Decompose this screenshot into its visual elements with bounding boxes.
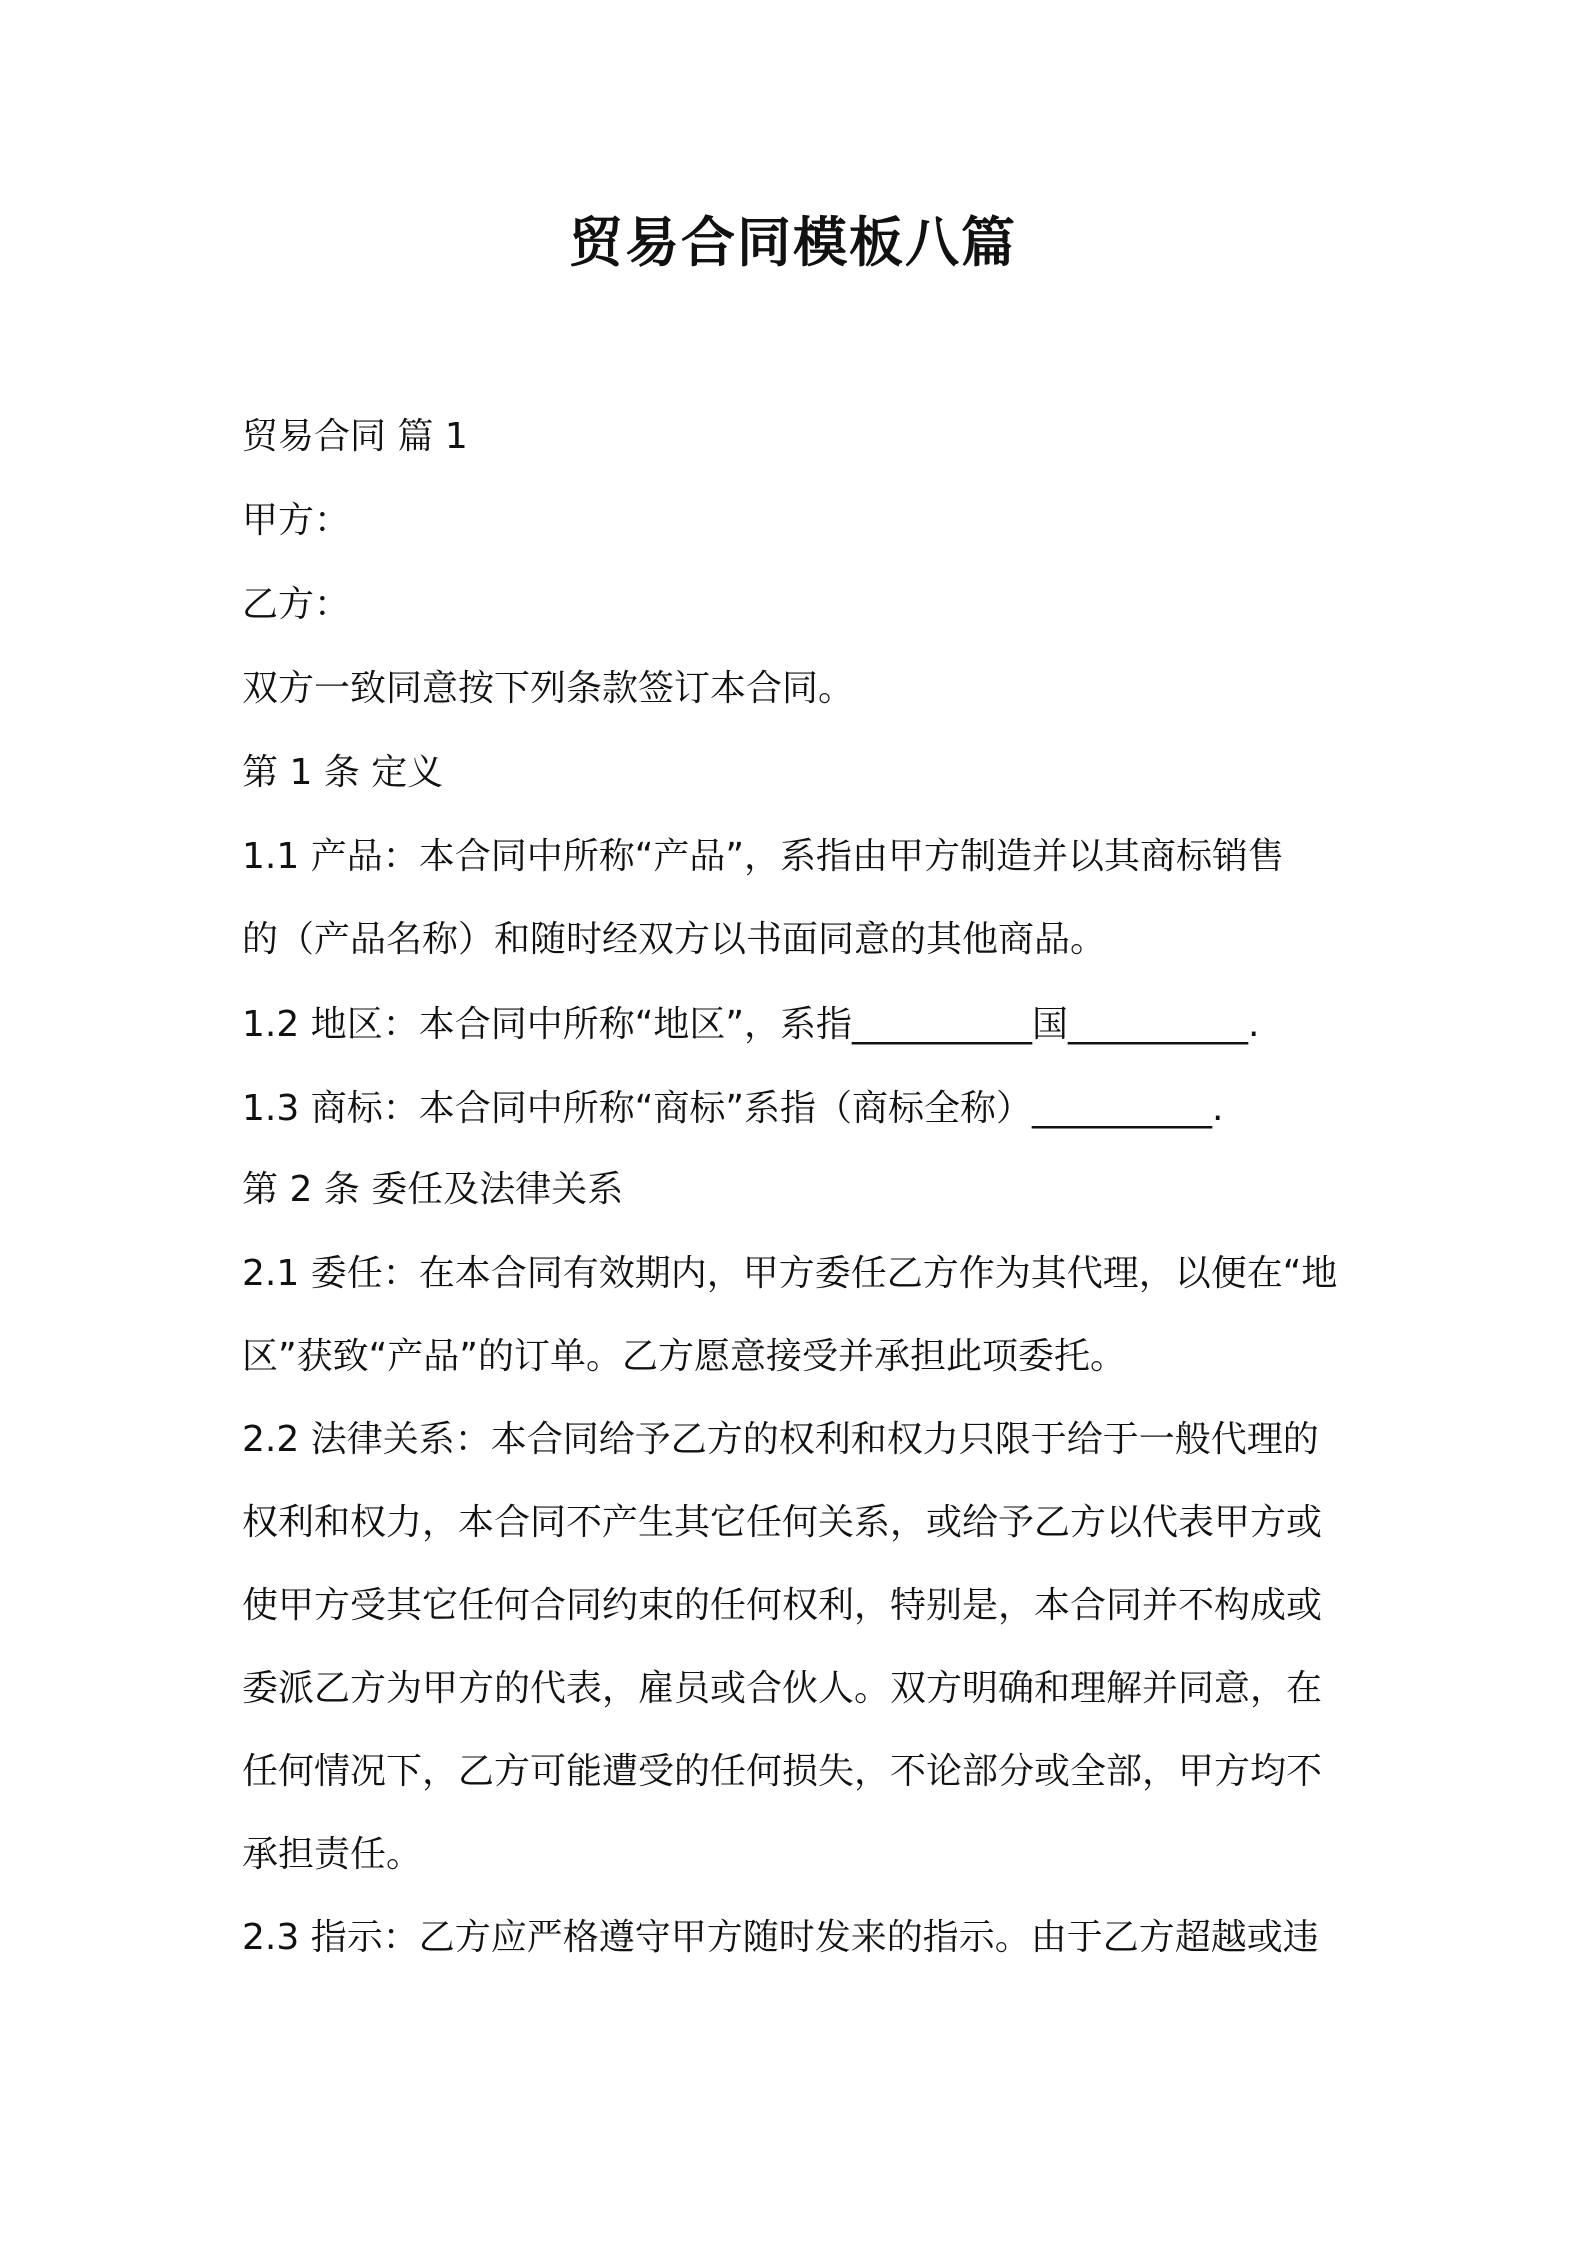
- paragraph-line: 1.1 产品：本合同中所称“产品”，系指由甲方制造并以其商标销售: [242, 836, 1284, 877]
- paragraph-line: 2.2 法律关系：本合同给予乙方的权利和权力只限于给于一般代理的: [242, 1419, 1319, 1460]
- article-heading: 第 2 条 委任及法律关系: [242, 1169, 624, 1210]
- section-heading: 贸易合同 篇 1: [242, 416, 468, 457]
- paragraph-line: 区”获致“产品”的订单。乙方愿意接受并承担此项委托。: [242, 1336, 1126, 1377]
- paragraph-line: 权利和权力，本合同不产生其它任何关系，或给予乙方以代表甲方或: [242, 1502, 1323, 1543]
- paragraph-line: 2.3 指示：乙方应严格遵守甲方随时发来的指示。由于乙方超越或违: [242, 1917, 1319, 1958]
- paragraph-line: 的（产品名称）和随时经双方以书面同意的其他商品。: [242, 919, 1107, 960]
- paragraph-line: 2.1 委任：在本合同有效期内，甲方委任乙方作为其代理，以便在“地: [242, 1253, 1338, 1294]
- party-b-line: 乙方：: [242, 584, 351, 625]
- paragraph-line: 使甲方受其它任何合同约束的任何权利，特别是，本合同并不构成或: [242, 1585, 1323, 1626]
- document-title: 贸易合同模板八篇: [569, 211, 1017, 274]
- paragraph-line: 任何情况下，乙方可能遭受的任何损失，不论部分或全部，甲方均不: [242, 1751, 1323, 1792]
- article-heading: 第 1 条 定义: [242, 752, 444, 793]
- party-a-line: 甲方：: [242, 500, 351, 541]
- paragraph-line: 1.3 商标：本合同中所称“商标”系指（商标全称）__________.: [242, 1088, 1224, 1129]
- paragraph-line: 承担责任。: [242, 1834, 423, 1875]
- paragraph-line: 1.2 地区：本合同中所称“地区”，系指__________国__________.: [242, 1004, 1260, 1045]
- paragraph-line: 委派乙方为甲方的代表，雇员或合伙人。双方明确和理解并同意，在: [242, 1668, 1323, 1709]
- paragraph-line: 双方一致同意按下列条款签订本合同。: [242, 668, 855, 709]
